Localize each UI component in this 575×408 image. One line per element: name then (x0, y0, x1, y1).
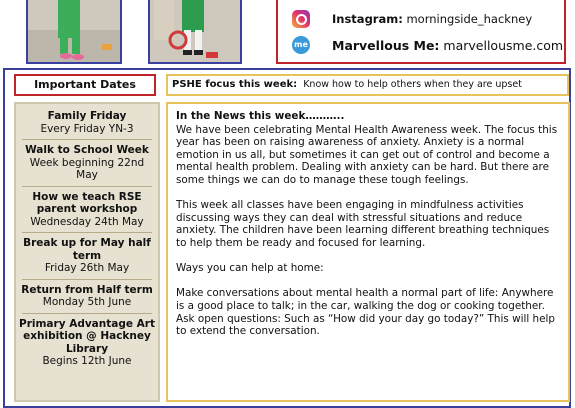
pshe-label: PSHE focus this week: (172, 79, 298, 90)
photo-child-outdoors-2 (148, 0, 242, 64)
date-item (16, 191, 158, 229)
date-item-detail: Wednesday 24th May (30, 215, 144, 228)
instagram-icon (292, 10, 310, 28)
divider (22, 279, 152, 280)
divider (22, 139, 152, 140)
marvellous-me-url[interactable]: marvellousme.com (443, 37, 564, 53)
date-item-title: Walk to School Week (25, 144, 149, 156)
date-item (16, 284, 158, 309)
date-item (16, 237, 158, 275)
date-item-title: Primary Advantage Art exhibition @ Hackney Library (19, 317, 155, 355)
news-heading: In the News this week……….. (176, 110, 345, 122)
date-item-detail: Week beginning 22nd May (29, 156, 145, 181)
news-panel (166, 102, 570, 402)
date-item-title: How we teach RSE parent workshop (32, 190, 142, 215)
news-paragraph: This week all classes have been engaging in mindfulness activities discussing ways they can deal with stressful situations and reduce anxiety. The children have been learning different breathing techniques to help them be ready and focused for learning. (176, 199, 550, 249)
marvellous-me-label: Marvellous Me: (332, 37, 440, 53)
date-item (16, 144, 158, 182)
date-item-detail: Friday 26th May (44, 262, 130, 274)
date-item-detail: Monday 5th June (42, 296, 132, 308)
news-paragraph: We have been celebrating Mental Health Awareness week. The focus this year has been on raising awareness of anxiety. Anxiety is a normal emotion in us all, but sometimes it can get out of control and become a mental health problem. Dealing with anxiety can be hard. But there are some things we can do to manage these tough feelings. (176, 123, 558, 186)
marvellous-me-icon: me (292, 36, 310, 54)
date-item-detail: Every Friday YN-3 (40, 122, 134, 135)
date-item-title: Return from Half term (21, 283, 153, 296)
divider (22, 313, 152, 314)
pshe-text: Know how to help others when they are upset (303, 79, 522, 90)
date-item-detail: Begins 12th June (42, 355, 132, 367)
photo-child-outdoors-1 (26, 0, 122, 64)
date-item-title: Family Friday (47, 110, 127, 122)
news-paragraph: Make conversations about mental health a normal part of life: Anywhere is a good place to talk; in the car, walking the dog or cooking together. Ask open questions: Such as “How did your day go today?” This will help to extend the conversation. (176, 287, 556, 338)
social-links-box (276, 0, 566, 64)
marvellous-me-row[interactable] (292, 36, 563, 54)
date-item (16, 318, 158, 368)
important-dates-heading: Important Dates (14, 74, 156, 96)
important-dates-list (14, 102, 160, 402)
divider (22, 186, 152, 187)
instagram-row[interactable] (292, 10, 532, 28)
pshe-focus-bar (166, 74, 569, 96)
divider (22, 232, 152, 233)
instagram-label: Instagram: (332, 12, 403, 26)
date-item (16, 104, 158, 135)
date-item-title: Break up for May half term (23, 237, 151, 262)
news-paragraph: Ways you can help at home: (176, 262, 324, 275)
instagram-handle[interactable]: morningside_hackney (406, 12, 533, 26)
